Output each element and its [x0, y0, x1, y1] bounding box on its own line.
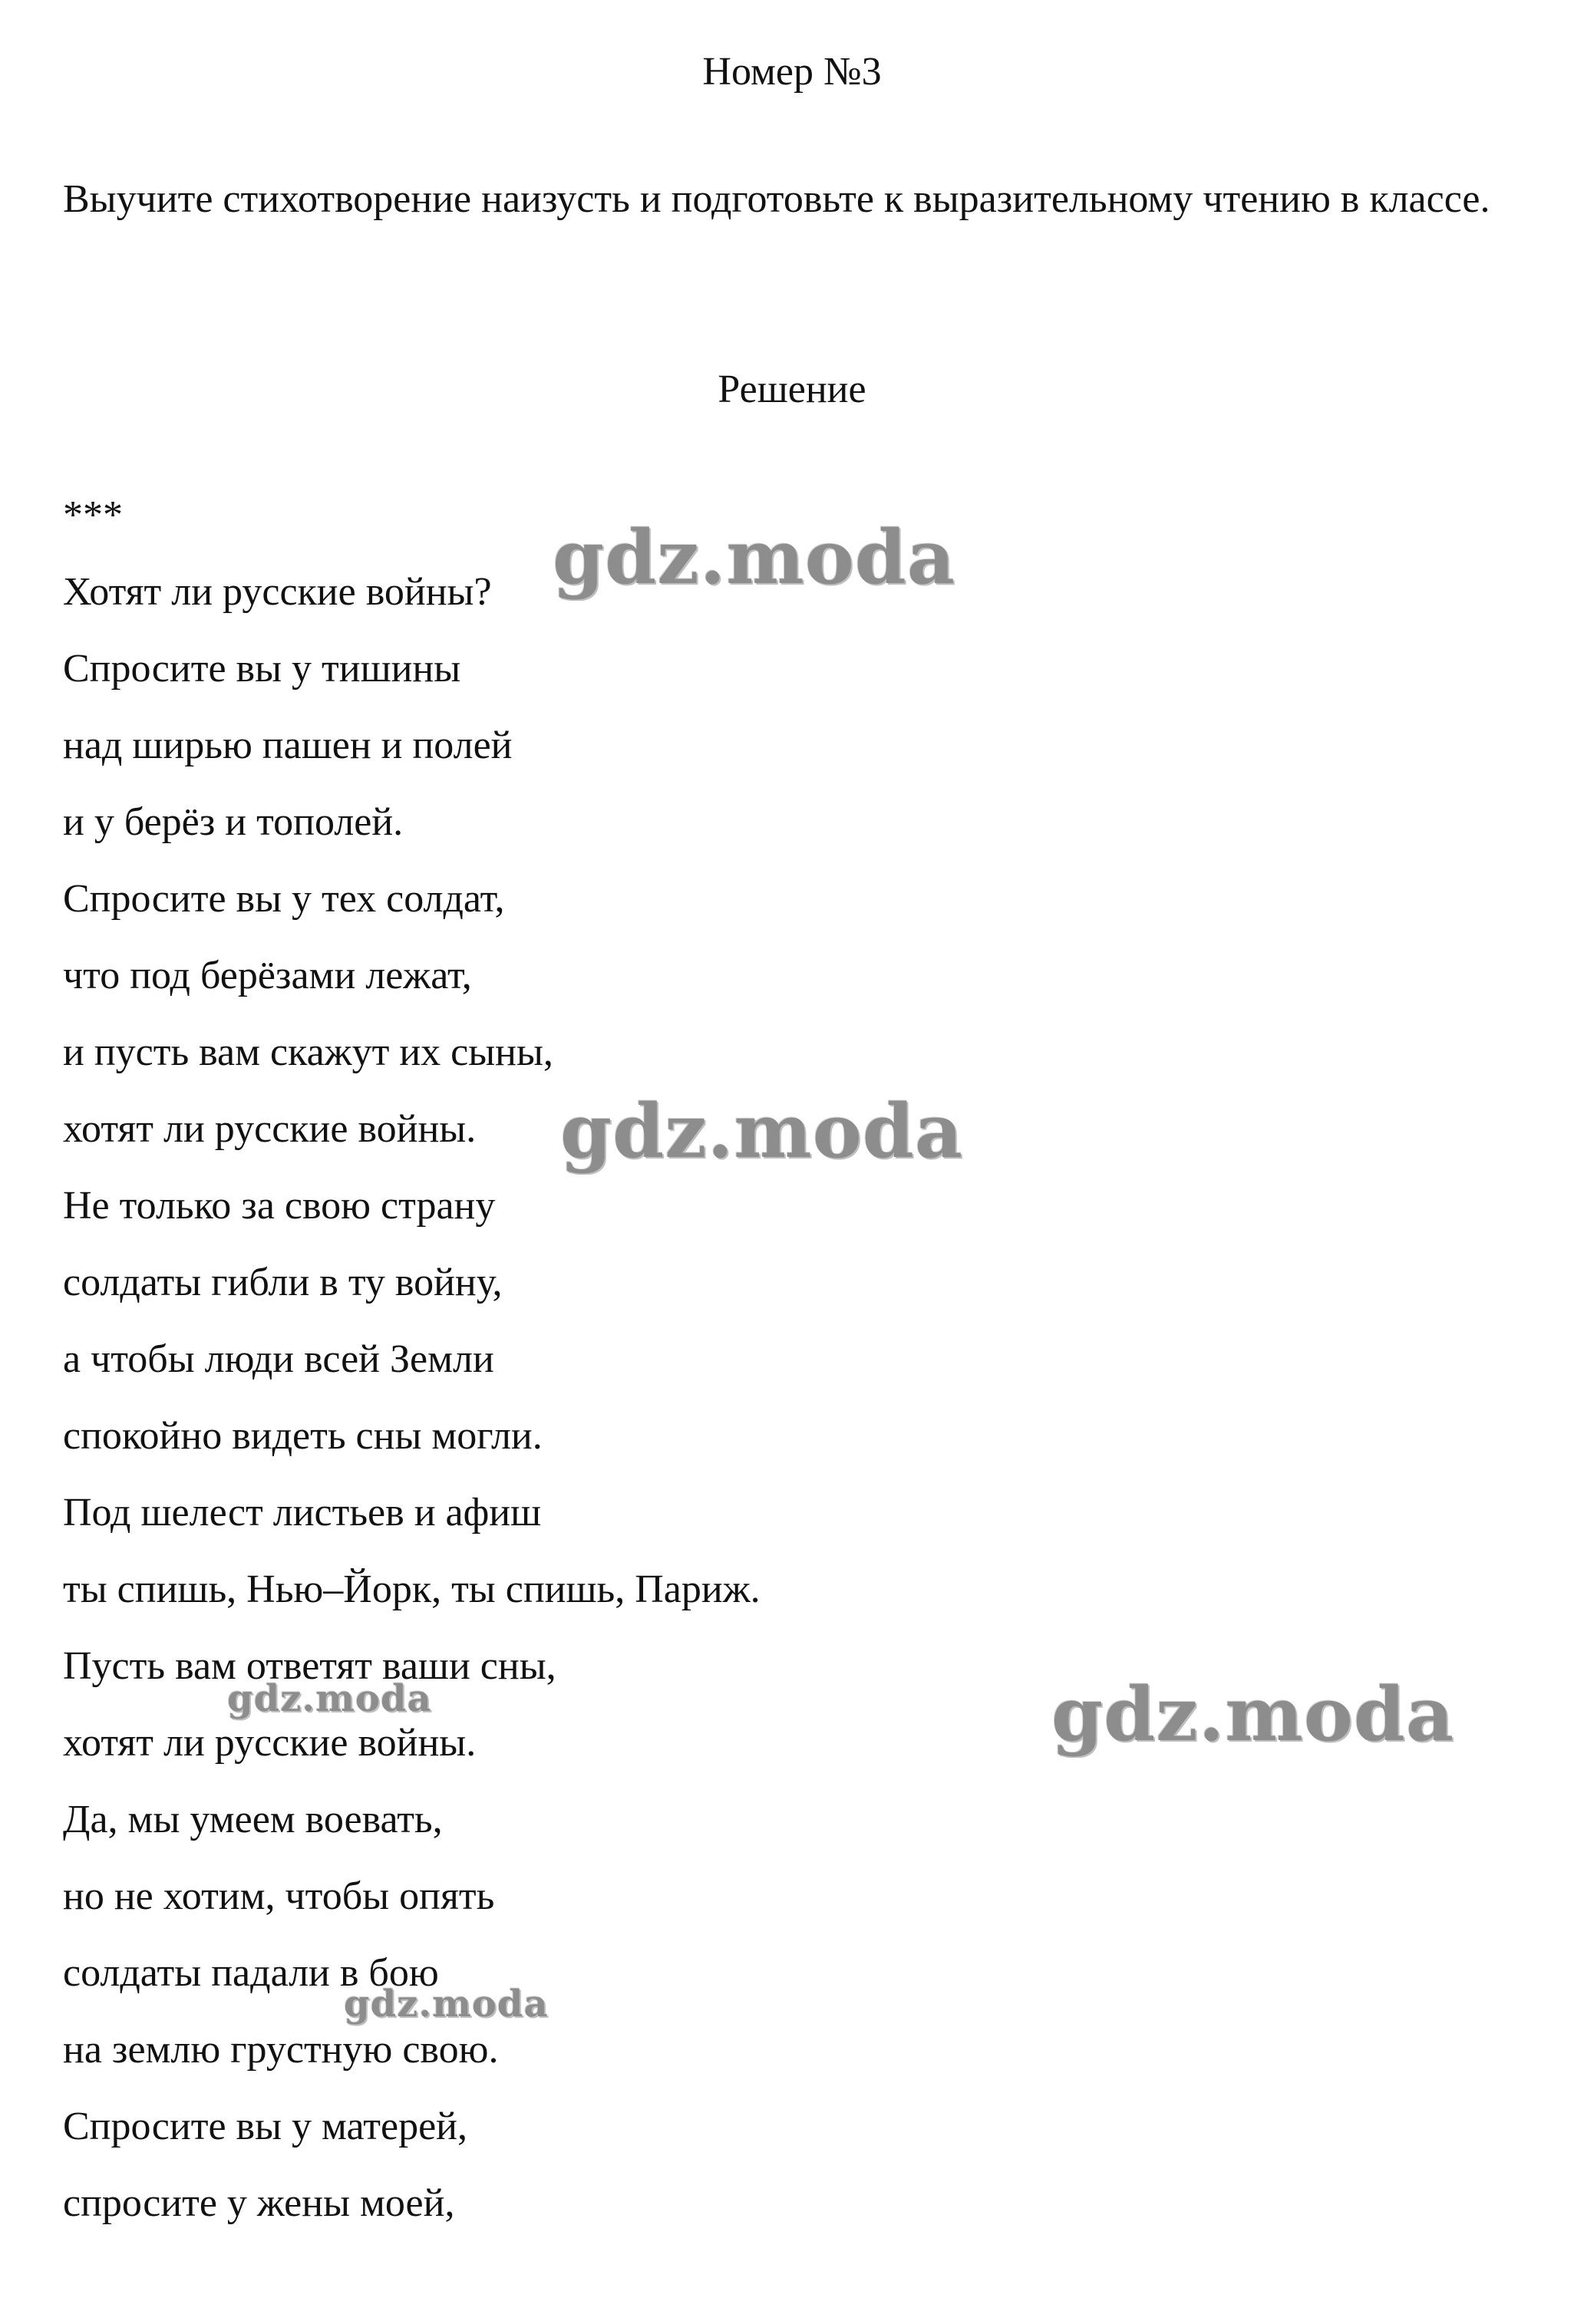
- poem-line: ***: [63, 493, 123, 537]
- poem-line: но не хотим, чтобы опять: [63, 1874, 495, 1918]
- poem-line: а чтобы люди всей Земли: [63, 1337, 494, 1381]
- watermark: gdz.moda: [560, 1088, 964, 1175]
- poem: [63, 477, 761, 2242]
- poem-line: на землю грустную свою.: [63, 2028, 499, 2072]
- poem-line: Не только за свою страну: [63, 1184, 496, 1228]
- poem-line: ты спишь, Нью–Йорк, ты спишь, Париж.: [63, 1567, 761, 1611]
- poem-line: спросите у жены моей,: [63, 2181, 455, 2225]
- page-title: Номер №3: [702, 50, 882, 94]
- poem-line: Да, мы умеем воевать,: [63, 1798, 443, 1841]
- poem-line: Пусть вам ответят ваши сны,: [63, 1644, 556, 1688]
- poem-line: хотят ли русские войны.: [63, 1107, 477, 1151]
- poem-line: Спросите вы у матерей,: [63, 2105, 468, 2148]
- poem-line: солдаты гибли в ту войну,: [63, 1261, 503, 1304]
- watermark: gdz.moda: [227, 1677, 432, 1720]
- watermark: gdz.moda: [344, 1983, 549, 2026]
- watermark: gdz.moda: [1051, 1671, 1455, 1758]
- poem-line: солдаты падали в бою: [63, 1951, 439, 1995]
- poem-line: и у берёз и тополей.: [63, 800, 404, 844]
- poem-line: спокойно видеть сны могли.: [63, 1414, 543, 1458]
- poem-line: и пусть вам скажут их сыны,: [63, 1030, 553, 1074]
- solution-heading: Решение: [718, 368, 866, 411]
- poem-line: Под шелест листьев и афиш: [63, 1491, 542, 1534]
- poem-line: хотят ли русские войны.: [63, 1721, 477, 1765]
- poem-line: что под берёзами лежат,: [63, 954, 472, 997]
- watermark: gdz.moda: [553, 514, 956, 601]
- poem-line: Хотят ли русские войны?: [63, 570, 492, 614]
- poem-line: Спросите вы у тех солдат,: [63, 877, 505, 921]
- poem-line: над ширью пашен и полей: [63, 724, 513, 767]
- task-text: Выучите стихотворение наизусть и подготовьте к выразительному чтению в классе.: [63, 177, 1490, 221]
- poem-line: Спросите вы у тишины: [63, 647, 461, 691]
